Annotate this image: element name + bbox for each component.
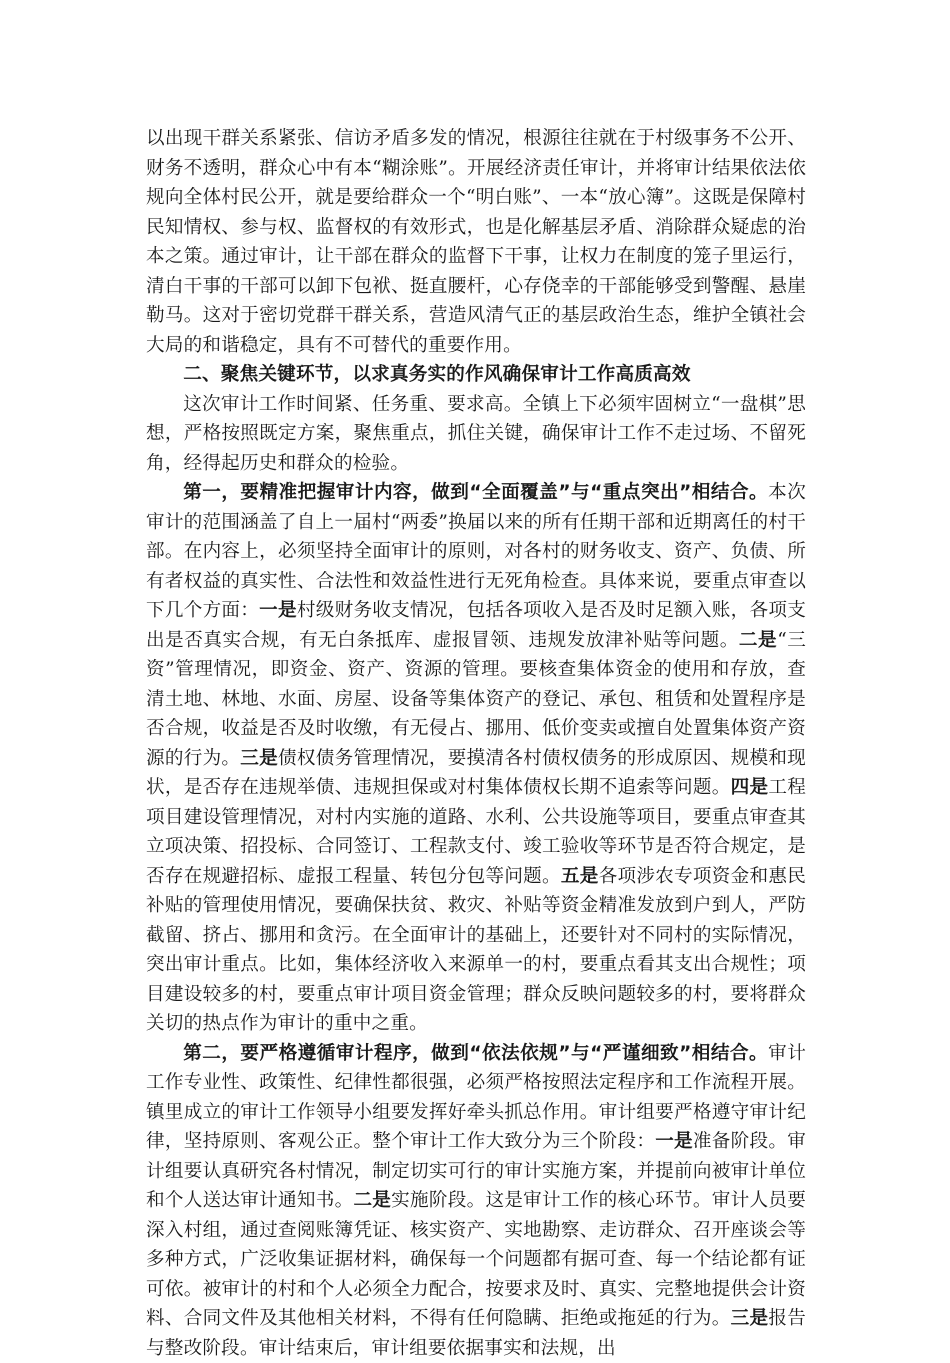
text: 村级财务收支情况，包括各项收入是否及时足额入账，各项支出是否真实合规，有无白条抵库、虚报冒领、违规发放津补贴等问题。 [146, 600, 806, 651]
text: 报告与整改阶段。审计结束后，审计组要依据事实和法规，出 [146, 1308, 806, 1359]
paragraph-second-point [146, 1039, 806, 1363]
enum-marker: 三是 [240, 748, 278, 769]
enum-marker: 二是 [739, 630, 777, 651]
enum-marker: 四是 [731, 777, 769, 798]
paragraph-intro: 以出现干群关系紧张、信访矛盾多发的情况，根源往往就在于村级事务不公开、财务不透明，群众心中有本“糊涂账”。开展经济责任审计，并将审计结果依法依规向全体村民公开，就是要给群众一个“明白账”、一本“放心簿”。这既是保障村民知情权、参与权、监督权的有效形式，也是化解基层矛盾、消除群众疑虑的治本之策。通过审计，让干部在群众的监督下干事，让权力在制度的笼子里运行，清白干事的干部可以卸下包袱、挺直腰杆，心存侥幸的干部能够受到警醒、悬崖勒马。这对于密切党群干群关系，营造风清气正的基层政治生态，维护全镇社会大局的和谐稳定，具有不可替代的重要作用。 [146, 124, 806, 360]
text: 债权债务管理情况，要摸清各村债权债务的形成原因、规模和现状，是否存在违规举债、违规担保或对村集体债权长期不追索等问题。 [146, 748, 806, 799]
document-page [146, 124, 806, 1363]
paragraph-section-2-intro: 这次审计工作时间紧、任务重、要求高。全镇上下必须牢固树立“一盘棋”思想，严格按照既定方案，聚焦重点，抓住关键，确保审计工作不走过场、不留死角，经得起历史和群众的检验。 [146, 390, 806, 479]
enum-marker: 三是 [731, 1308, 769, 1329]
text: 实施阶段。这是审计工作的核心环节。审计人员要深入村组，通过查阅账簿凭证、核实资产、实地勘察、走访群众、召开座谈会等多种方式，广泛收集证据材料，确保每一个问题都有据可查、每一个结论都有证可依。被审计的村和个人必须全力配合，按要求及时、真实、完整地提供会计资料、合同文件及其他相关材料，不得有任何隐瞒、拒绝或拖延的行为。 [146, 1190, 806, 1329]
enum-marker: 五是 [561, 866, 599, 887]
text: 各项涉农专项资金和惠民补贴的管理使用情况，要确保扶贫、救灾、补贴等资金精准发放到户到人，严防截留、挤占、挪用和贪污。在全面审计的基础上，还要针对不同村的实际情况，突出审计重点。比如，集体经济收入来源单一的村，要重点看其支出合规性；项目建设较多的村，要重点审计项目资金管理；群众反映问题较多的村，要将群众关切的热点作为审计的重中之重。 [146, 866, 806, 1035]
text: 本次审计的范围涵盖了自上一届村“两委”换届以来的所有任期干部和近期离任的村干部。在内容上，必须坚持全面审计的原则，对各村的财务收支、资产、负债、所有者权益的真实性、合法性和效益性进行无死角检查。具体来说，要重点审查以下几个方面： [146, 482, 806, 621]
text: 工程项目建设管理情况，对村内实施的道路、水利、公共设施等项目，要重点审查其立项决策、招投标、合同签订、工程款支付、竣工验收等环节是否符合规定，是否存在规避招标、虚报工程量、转包分包等问题。 [146, 777, 806, 887]
enum-marker: 一是 [259, 600, 297, 621]
enum-marker: 一是 [655, 1131, 693, 1152]
text: 审计工作专业性、政策性、纪律性都很强，必须严格按照法定程序和工作流程开展。镇里成立的审计工作领导小组要发挥好牵头抓总作用。审计组要严格遵守审计纪律，坚持原则、客观公正。整个审计工作大致分为三个阶段： [146, 1043, 806, 1153]
section-heading-2: 二、聚焦关键环节，以求真务实的作风确保审计工作高质高效 [146, 360, 806, 390]
enum-marker: 二是 [353, 1190, 391, 1211]
paragraph-first-point [146, 478, 806, 1039]
first-point-lead: 第一，要精准把握审计内容，做到“全面覆盖”与“重点突出”相结合。 [183, 482, 768, 503]
text: “三资”管理情况，即资金、资产、资源的管理。要核查集体资金的使用和存放，查清土地、林地、水面、房屋、设备等集体资产的登记、承包、租赁和处置程序是否合规，收益是否及时收缴，有无侵占、挪用、低价变卖或擅自处置集体资产资源的行为。 [146, 630, 806, 769]
second-point-lead: 第二，要严格遵循审计程序，做到“依法依规”与“严谨细致”相结合。 [183, 1043, 768, 1064]
text: 准备阶段。审计组要认真研究各村情况，制定切实可行的审计实施方案，并提前向被审计单位和个人送达审计通知书。 [146, 1131, 806, 1211]
